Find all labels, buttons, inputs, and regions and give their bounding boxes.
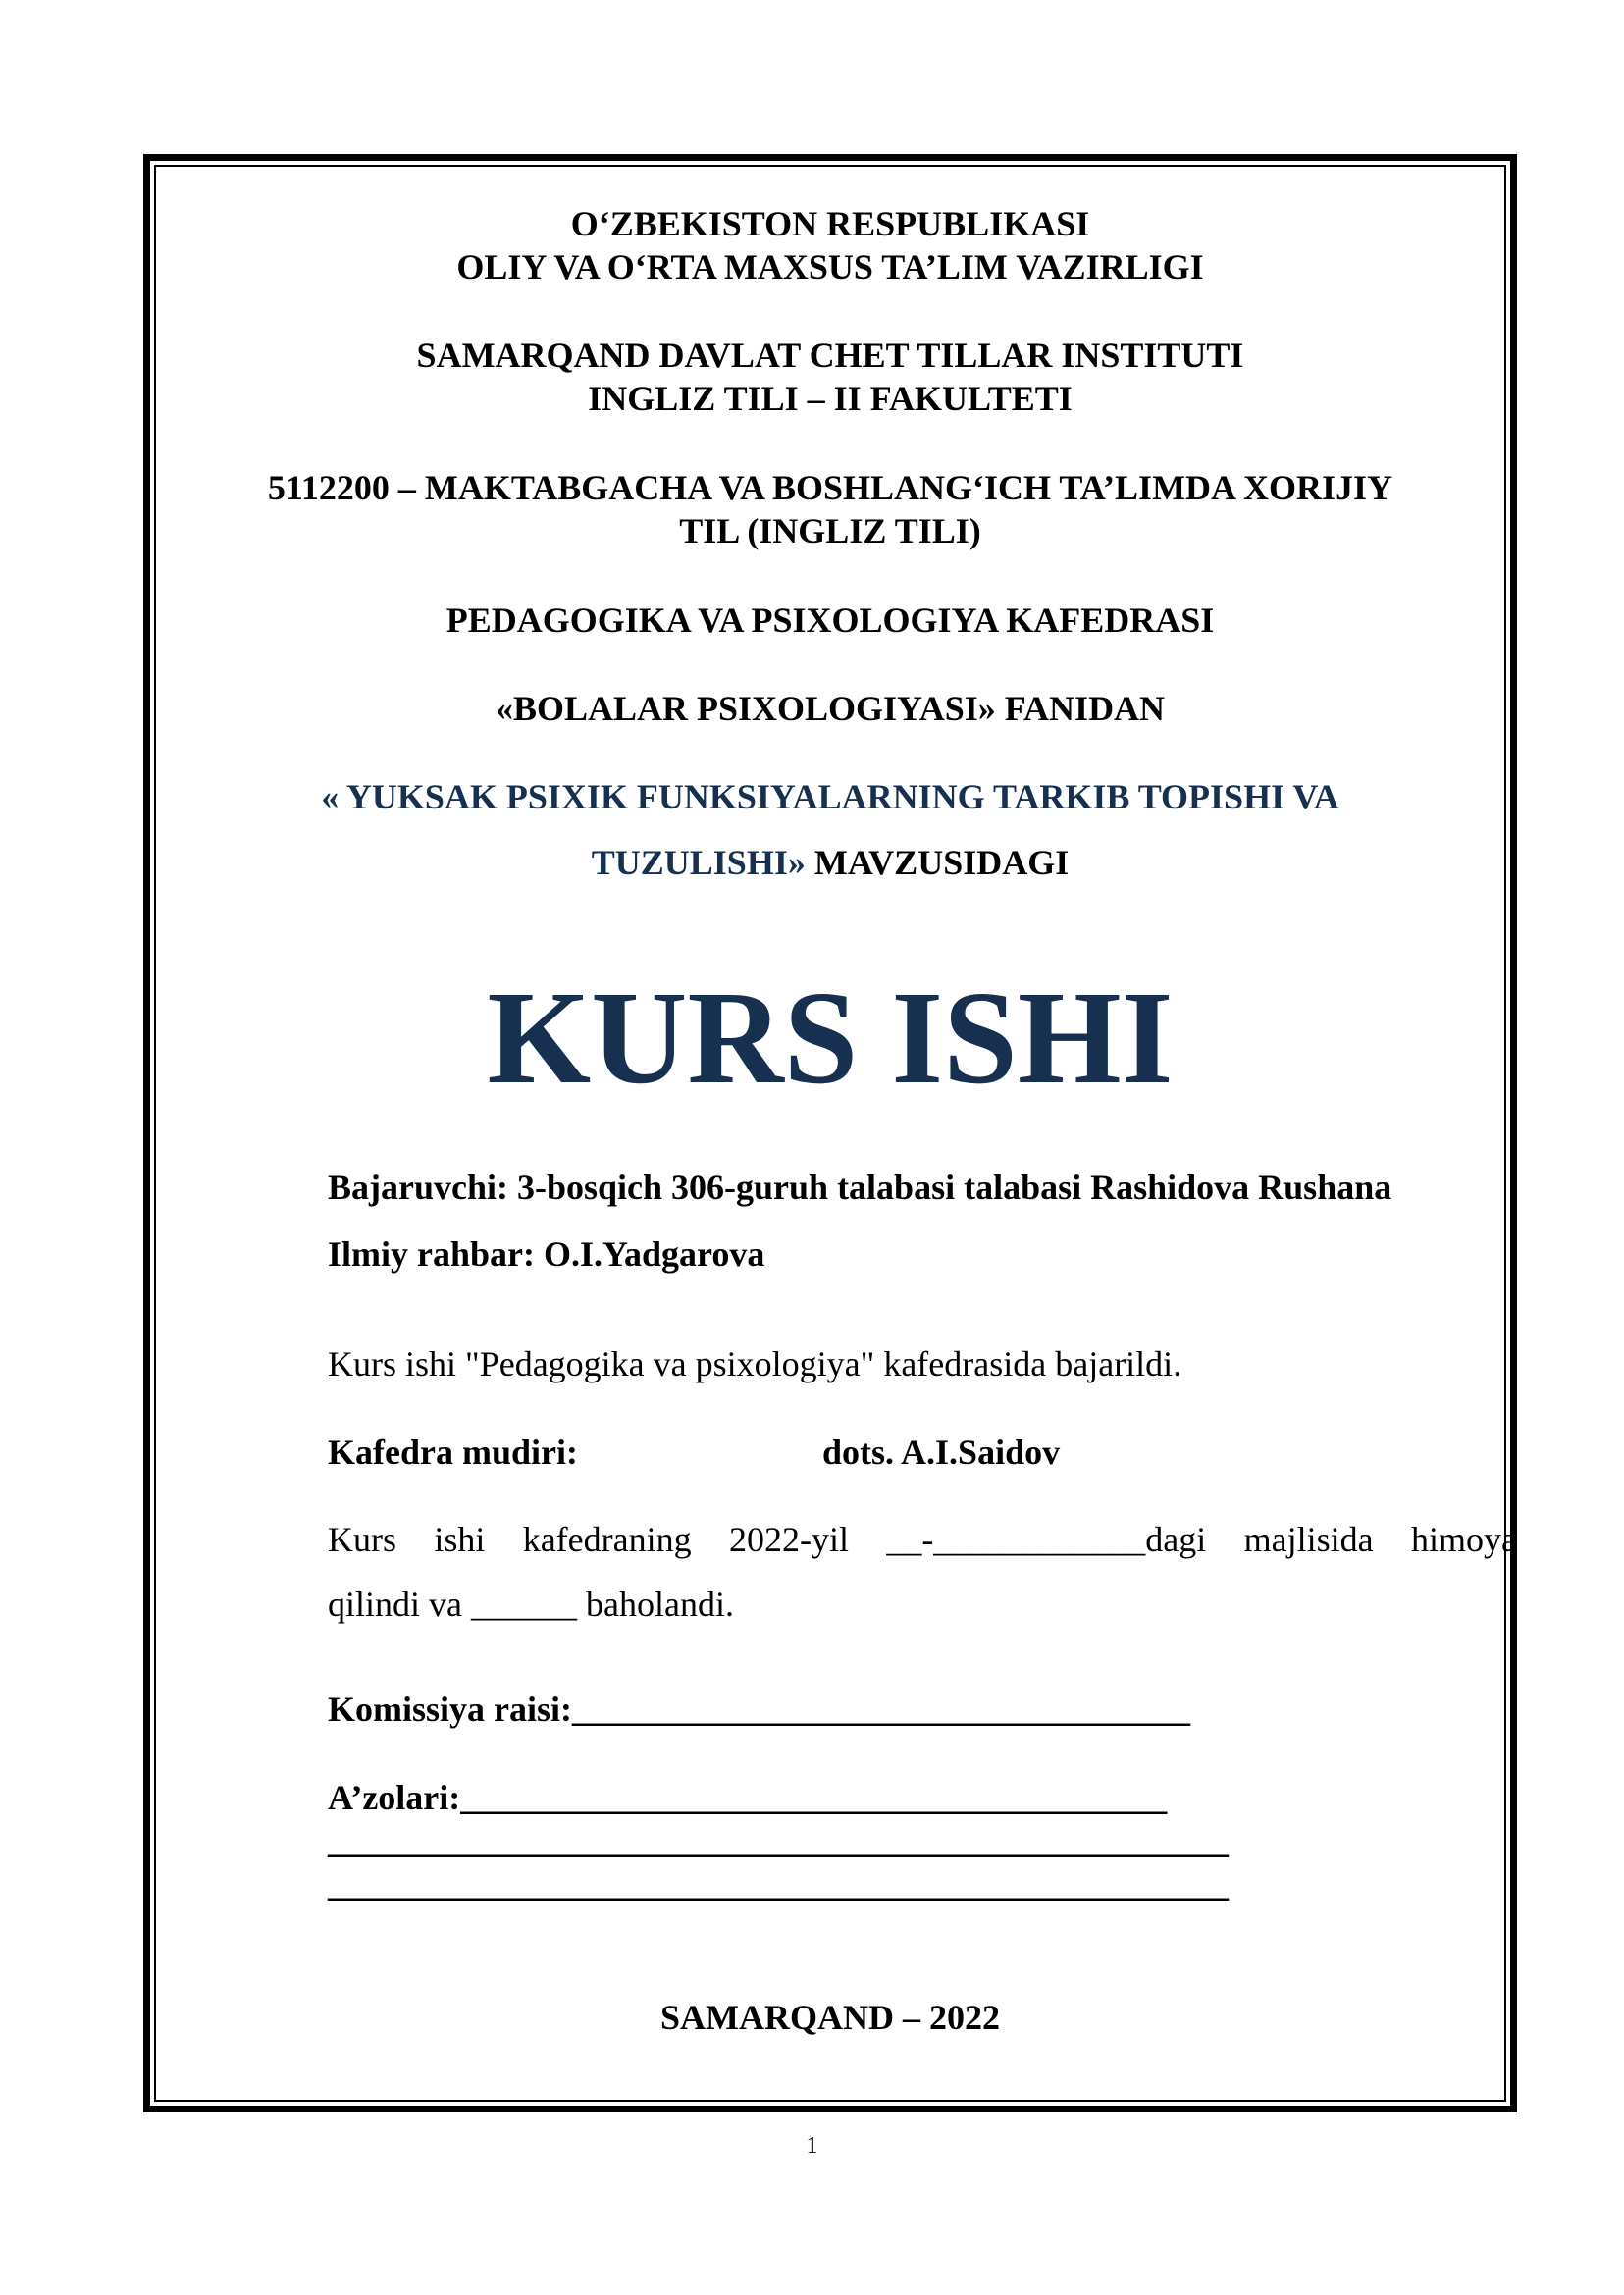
topic-title-end: TUZULISHI» [591, 843, 806, 882]
defense-date-blank: __-____________dagi [886, 1520, 1207, 1559]
defense-word: 2022-yil [728, 1520, 849, 1559]
supervisor-line: Ilmiy rahbar: O.I.Yadgarova [328, 1234, 765, 1274]
city-year: SAMARQAND – 2022 [660, 1998, 1000, 2037]
defense-word: Kurs [328, 1520, 396, 1559]
defense-word: majlisida [1243, 1520, 1374, 1559]
department-heading: PEDAGOGIKA VA PSIXOLOGIYA KAFEDRASI [445, 600, 1215, 640]
defense-word: ishi [434, 1520, 486, 1559]
members-line-1: A’zolari:________________________________________ [328, 1778, 1168, 1817]
members-line-3: ___________________________________________________ [328, 1864, 1229, 1904]
completion-note: Kurs ishi "Pedagogika va psixologiya" kafedrasida bajarildi. [328, 1344, 1182, 1383]
topic-suffix: MAVZUSIDAGI [805, 843, 1070, 882]
defense-line-2: qilindi va ______ baholandi. [328, 1585, 734, 1624]
performer-line: Bajaruvchi: 3-bosqich 306-guruh talabasi talabasi Rashidova Rushana [328, 1168, 1392, 1207]
defense-line-1 [328, 1507, 1517, 1572]
defense-word: kafedraning [522, 1520, 692, 1559]
country-heading: O‘ZBEKISTON RESPUBLIKASI [570, 204, 1090, 243]
topic-line-2 [154, 841, 1506, 884]
ministry-heading: OLIY VA O‘RTA MAXSUS TA’LIM VAZIRLIGI [456, 247, 1204, 287]
specialty-line-2: TIL (INGLIZ TILI) [679, 511, 981, 550]
defense-paragraph [328, 1507, 1517, 1637]
faculty-heading: INGLIZ TILI – II FAKULTETI [588, 379, 1073, 418]
document-title: KURS ISHI [487, 965, 1174, 1112]
commission-chair-line: Komissiya raisi:___________________________________ [328, 1690, 1190, 1729]
head-name: dots. A.I.Saidov [822, 1433, 1061, 1472]
specialty-line-1: 5112200 – MAKTABGACHA VA BOSHLANG‘ICH TA’LIMDA XORIJIY [267, 468, 1393, 507]
topic-line-1: « YUKSAK PSIXIK FUNKSIYALARNING TARKIB TOPISHI VA [321, 777, 1339, 816]
defense-word: himoya [1410, 1520, 1517, 1559]
page-number: 1 [806, 2133, 818, 2159]
members-line-2: ___________________________________________________ [328, 1821, 1229, 1860]
head-label: Kafedra mudiri: [328, 1433, 578, 1472]
subject-heading: «BOLALAR PSIXOLOGIYASI» FANIDAN [495, 689, 1166, 728]
institute-heading: SAMARQAND DAVLAT CHET TILLAR INSTITUTI [416, 336, 1244, 375]
